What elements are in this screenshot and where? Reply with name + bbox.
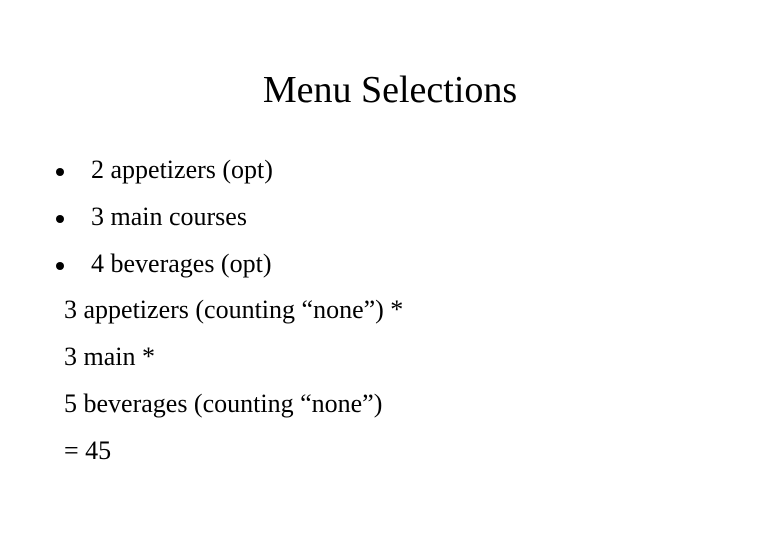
- calc-line-total: = 45: [64, 436, 112, 465]
- bullet-text: 4 beverages (opt): [91, 249, 272, 278]
- slide-title: Menu Selections: [262, 69, 518, 111]
- bullet-icon: [56, 215, 64, 223]
- bullet-text: 2 appetizers (opt): [91, 155, 273, 184]
- calc-line-beverages: 5 beverages (counting “none”): [64, 389, 383, 418]
- bullet-icon: [56, 168, 64, 176]
- calc-line-appetizers: 3 appetizers (counting “none”) *: [64, 295, 404, 324]
- bullet-item-beverages: [56, 248, 271, 280]
- bullet-item-appetizers: [56, 154, 273, 186]
- calc-line-main: 3 main *: [64, 342, 155, 371]
- bullet-icon: [56, 262, 64, 270]
- bullet-text: 3 main courses: [91, 202, 247, 231]
- bullet-item-main-courses: [56, 201, 247, 233]
